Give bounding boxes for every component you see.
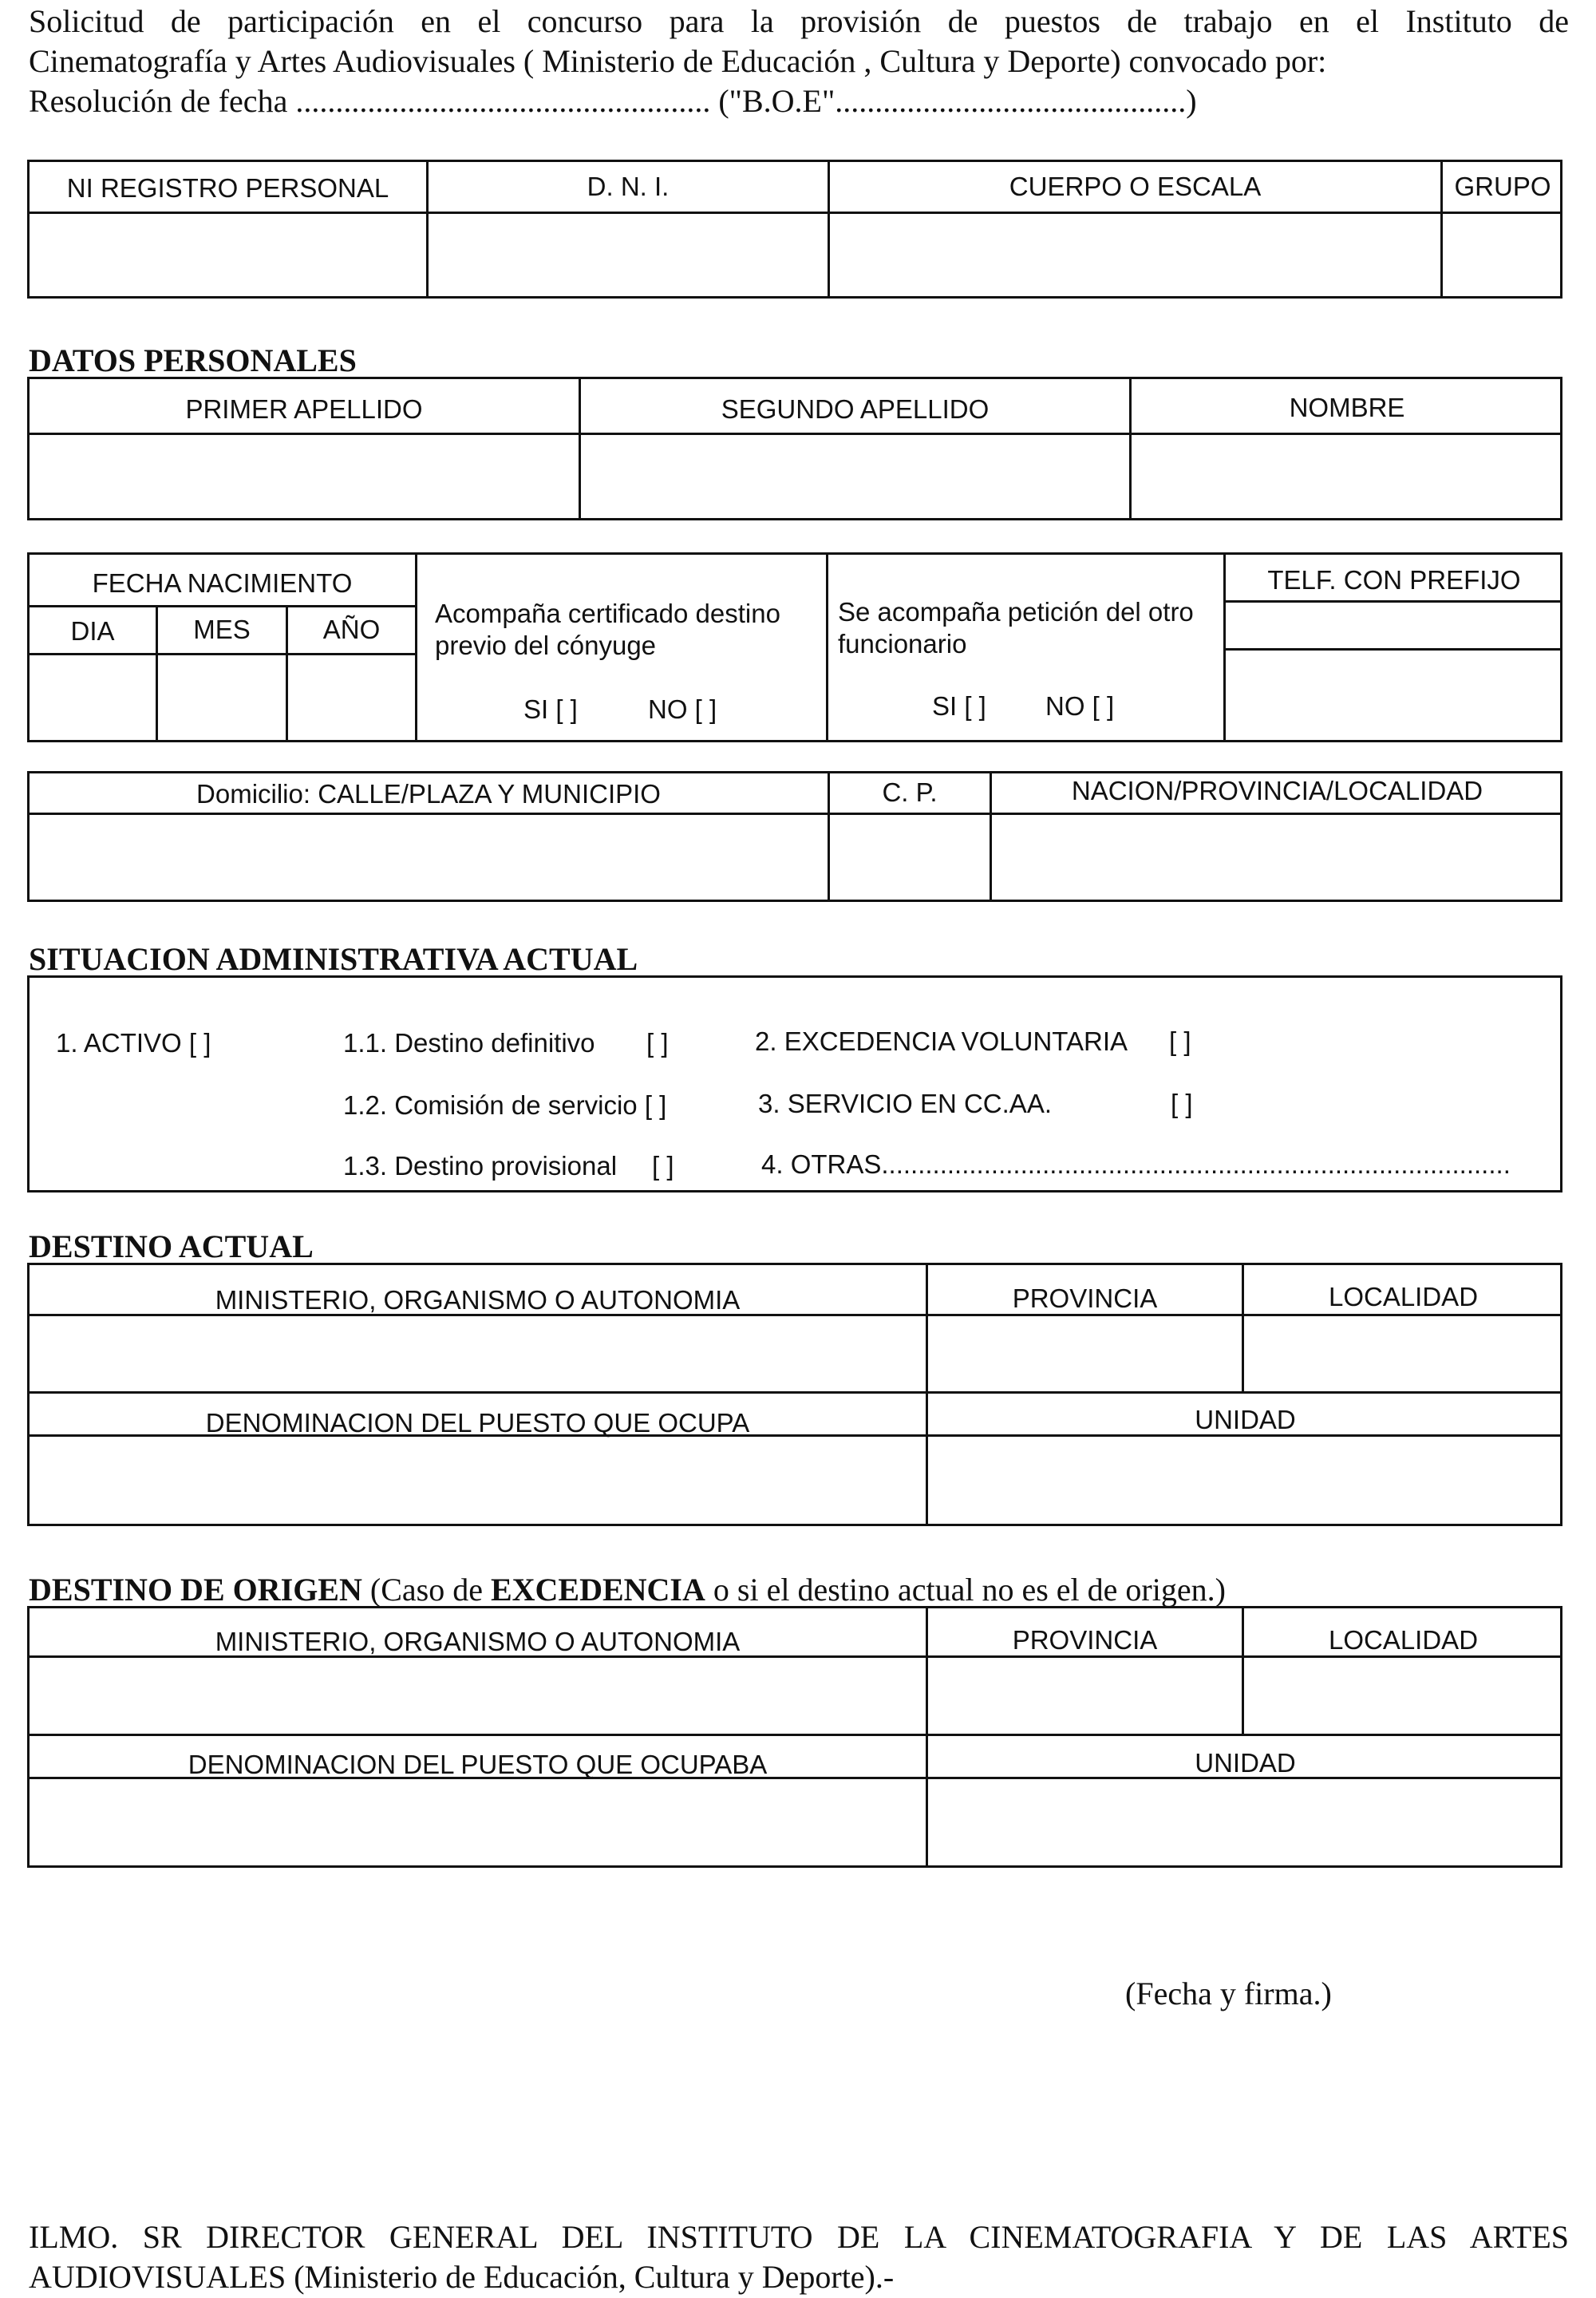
primer-apellido-field[interactable]: [30, 435, 579, 520]
grupo-header: GRUPO: [1454, 172, 1551, 201]
intro-line-2: Cinematografía y Artes Audiovisuales ( Ministerio de Educación , Cultura y Deporte) convocado por:: [29, 43, 1327, 79]
comision-servicio-checkbox[interactable]: 1.2. Comisión de servicio [ ]: [343, 1090, 667, 1120]
destino-origen-title-tail: o si el destino actual no es el de origen.): [705, 1572, 1226, 1608]
dni-field[interactable]: [429, 214, 828, 299]
destino-origen-title: [29, 1571, 1226, 1608]
conyuge-label-line1: Acompaña certificado destino: [435, 599, 780, 628]
situacion-title: SITUACION ADMINISTRATIVA ACTUAL: [29, 941, 638, 977]
actual-ministerio-field[interactable]: [30, 1316, 926, 1391]
cuerpo-escala-field[interactable]: [830, 214, 1440, 299]
servicio-ccaa-checkbox[interactable]: [ ]: [1171, 1089, 1193, 1118]
servicio-ccaa-label: 3. SERVICIO EN CC.AA.: [758, 1089, 1052, 1118]
ni-registro-field[interactable]: [30, 214, 426, 299]
mes-field[interactable]: [158, 655, 286, 742]
dia-header: DIA: [70, 616, 115, 646]
ano-field[interactable]: [288, 655, 415, 742]
conyuge-no-checkbox[interactable]: NO [ ]: [648, 694, 717, 724]
segundo-apellido-header: SEGUNDO APELLIDO: [721, 394, 990, 424]
destinatario-line-1: ILMO. SR DIRECTOR GENERAL DEL INSTITUTO DE LA CINEMATOGRAFIA Y DE LAS ARTES: [29, 2219, 1569, 2255]
excedencia-checkbox[interactable]: [ ]: [1169, 1026, 1191, 1056]
origen-provincia-header: PROVINCIA: [1012, 1625, 1158, 1655]
segundo-apellido-field[interactable]: [581, 435, 1129, 520]
actual-localidad-field[interactable]: [1244, 1316, 1562, 1391]
destino-origen-title-bold: DESTINO DE ORIGEN: [29, 1572, 362, 1608]
grupo-field[interactable]: [1443, 214, 1562, 299]
otras-field[interactable]: 4. OTRAS......................................................................................: [761, 1149, 1511, 1179]
otro-funcionario-label-line2: funcionario: [838, 629, 967, 659]
codigo-postal-field[interactable]: [830, 815, 990, 902]
destino-origen-title-text: (Caso de: [361, 1572, 491, 1608]
intro-line-1: Solicitud de participación en el concurso para la provisión de puestos de trabajo en el Instituto de: [29, 3, 1569, 39]
otro-funcionario-si-checkbox[interactable]: SI [ ]: [932, 691, 986, 721]
nacion-provincia-field[interactable]: [992, 815, 1562, 902]
destino-origen-excedencia-bold: EXCEDENCIA: [490, 1572, 705, 1608]
mes-header: MES: [193, 615, 251, 644]
domicilio-header: Domicilio: CALLE/PLAZA Y MUNICIPIO: [196, 779, 661, 809]
origen-ministerio-header: MINISTERIO, ORGANISMO O AUTONOMIA: [215, 1627, 741, 1656]
actual-provincia-field[interactable]: [928, 1316, 1242, 1391]
destino-definitivo-checkbox[interactable]: [ ]: [646, 1028, 669, 1058]
dia-field[interactable]: [30, 655, 156, 742]
conyuge-label-line2: previo del cónyuge: [435, 631, 657, 660]
intro-line-3: Resolución de fecha .................................................... ("B.O.E"............................................): [29, 83, 1197, 119]
actual-ministerio-header: MINISTERIO, ORGANISMO O AUTONOMIA: [215, 1285, 741, 1315]
activo-checkbox[interactable]: 1. ACTIVO [ ]: [56, 1028, 211, 1058]
ano-header: AÑO: [322, 615, 381, 644]
destino-provisional-label: 1.3. Destino provisional: [343, 1151, 618, 1181]
origen-puesto-header: DENOMINACION DEL PUESTO QUE OCUPABA: [188, 1750, 768, 1779]
actual-unidad-field[interactable]: [928, 1437, 1562, 1526]
destino-actual-title: DESTINO ACTUAL: [29, 1228, 314, 1264]
origen-puesto-field[interactable]: [30, 1779, 926, 1868]
telefono-header: TELF. CON PREFIJO: [1267, 565, 1521, 595]
origen-ministerio-field[interactable]: [30, 1658, 926, 1734]
fecha-firma-label: (Fecha y firma.): [1125, 1976, 1332, 2011]
actual-unidad-header: UNIDAD: [1195, 1405, 1296, 1434]
otro-funcionario-no-checkbox[interactable]: NO [ ]: [1045, 691, 1115, 721]
destino-definitivo-label: 1.1. Destino definitivo: [343, 1028, 595, 1058]
conyuge-si-checkbox[interactable]: SI [ ]: [523, 694, 578, 724]
excedencia-label: 2. EXCEDENCIA VOLUNTARIA: [755, 1026, 1128, 1056]
origen-provincia-field[interactable]: [928, 1658, 1242, 1734]
nombre-field[interactable]: [1132, 435, 1562, 520]
domicilio-field[interactable]: [30, 815, 828, 902]
actual-localidad-header: LOCALIDAD: [1328, 1282, 1479, 1311]
telefono-field[interactable]: [1226, 651, 1562, 742]
origen-unidad-field[interactable]: [928, 1779, 1562, 1868]
actual-provincia-header: PROVINCIA: [1012, 1283, 1158, 1313]
datos-personales-title: DATOS PERSONALES: [29, 342, 357, 378]
destinatario-line-2: AUDIOVISUALES (Ministerio de Educación, Cultura y Deporte).-: [29, 2259, 895, 2295]
origen-localidad-field[interactable]: [1244, 1658, 1562, 1734]
otro-funcionario-label-line1: Se acompaña petición del otro: [838, 597, 1194, 627]
destino-provisional-checkbox[interactable]: [ ]: [652, 1151, 674, 1181]
origen-localidad-header: LOCALIDAD: [1328, 1625, 1479, 1655]
actual-puesto-header: DENOMINACION DEL PUESTO QUE OCUPA: [205, 1408, 750, 1438]
nacion-provincia-header: NACION/PROVINCIA/LOCALIDAD: [1071, 776, 1483, 805]
actual-puesto-field[interactable]: [30, 1437, 926, 1526]
origen-unidad-header: UNIDAD: [1195, 1748, 1296, 1778]
cuerpo-escala-header: CUERPO O ESCALA: [1009, 172, 1262, 201]
nombre-header: NOMBRE: [1289, 393, 1405, 422]
codigo-postal-header: C. P.: [882, 777, 938, 807]
fecha-nacimiento-header: FECHA NACIMIENTO: [92, 568, 353, 598]
primer-apellido-header: PRIMER APELLIDO: [185, 394, 423, 424]
ni-registro-header: NI REGISTRO PERSONAL: [66, 173, 389, 203]
dni-header: D. N. I.: [587, 172, 670, 201]
